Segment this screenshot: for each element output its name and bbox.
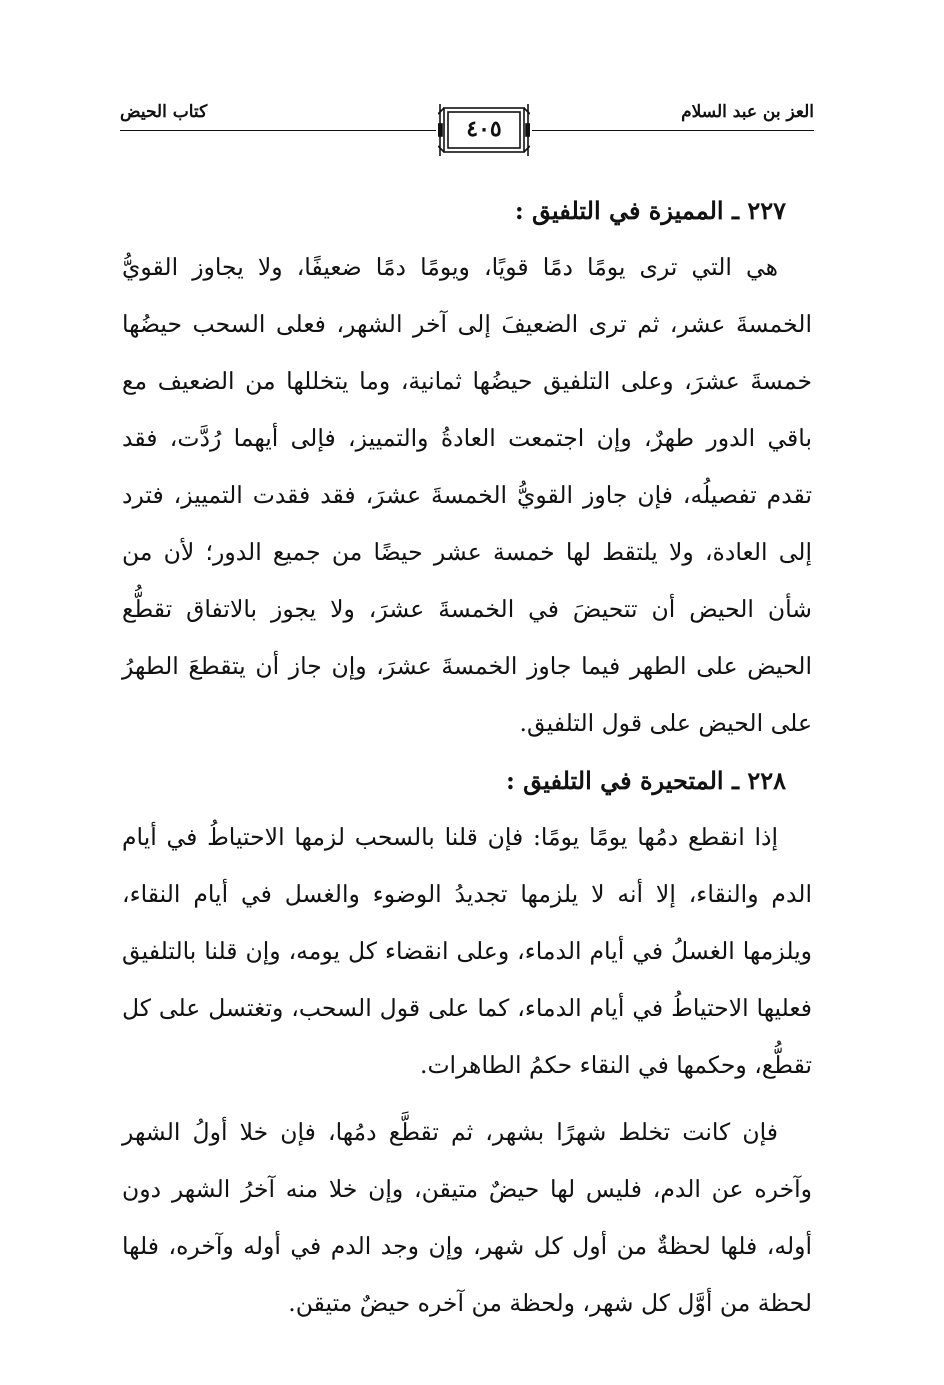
paragraph: هي التي ترى يومًا دمًا قويًا، ويومًا دمًا ضعيفًا، ولا يجاوز القويُّ الخمسةَ عشر، ثم ترى الضعيفَ إلى آخر الشهر، فعلى السحب حيضُها خمسةَ عشرَ، وعلى التلفيق حيضُها ثمانية، وما يتخللها من الضعيف مع باقي الدور طهرٌ، وإن اجتمعت العادةُ والتمييز، فإلى أيهما رُدَّت، فقد تقدم تفصيلُه، فإن جاوز القويُّ الخمسةَ عشرَ، فقد فقدت التمييز، فترد إلى العادة، ولا يلتقط لها خمسة عشر حيضًا من جميع الدور؛ لأن من شأن الحيض أن تتحيضَ في الخمسةَ عشرَ، ولا يجوز بالاتفاق تقطُّع الحيض على الطهر فيما جاوز الخمسةَ عشرَ، وإن جاز أن يتقطعَ الطهرُ على الحيض على قول التلفيق. (122, 253, 812, 737)
header-book-title: كتاب الحيض (120, 102, 208, 122)
header-rule-right (532, 130, 814, 131)
paragraph: إذا انقطع دمُها يومًا يومًا: فإن قلنا بالسحب لزمها الاحتياطُ في أيام الدم والنقاء، إلا أنه لا يلزمها تجديدُ الوضوء والغسل في أيام النقاء، ويلزمها الغسلُ في أيام الدماء، وعلى انقضاء كل يومه، وإن قلنا بالتلفيق فعليها الاحتياطُ في أيام الدماء، كما على قول السحب، وتغتسل على كل تقطُّع، وحكمها في النقاء حكمُ الطاهرات. (122, 823, 812, 1079)
section-heading: ٢٢٨ ـ المتحيرة في التلفيق : (505, 766, 786, 795)
page-body (122, 182, 812, 1332)
header-rule-left (120, 130, 436, 131)
page-number-frame (438, 104, 530, 156)
section-heading: ٢٢٧ ـ المميزة في التلفيق : (514, 196, 786, 225)
running-header (120, 96, 814, 166)
paragraph-gap (122, 1094, 812, 1104)
header-author: العز بن عبد السلام (681, 102, 814, 122)
paragraph: فإن كانت تخلط شهرًا بشهر، ثم تقطَّع دمُها، فإن خلا أولُ الشهر وآخره عن الدم، فليس لها حيضٌ متيقن، وإن خلا منه آخرُ الشهر دون أوله، فلها لحظةٌ من أول كل شهر، وإن وجد الدم في أوله وآخره، فلها لحظة من أوَّل كل شهر، ولحظة من آخره حيضٌ متيقن. (122, 1118, 812, 1317)
page-number: ٤٠٥ (466, 116, 502, 142)
